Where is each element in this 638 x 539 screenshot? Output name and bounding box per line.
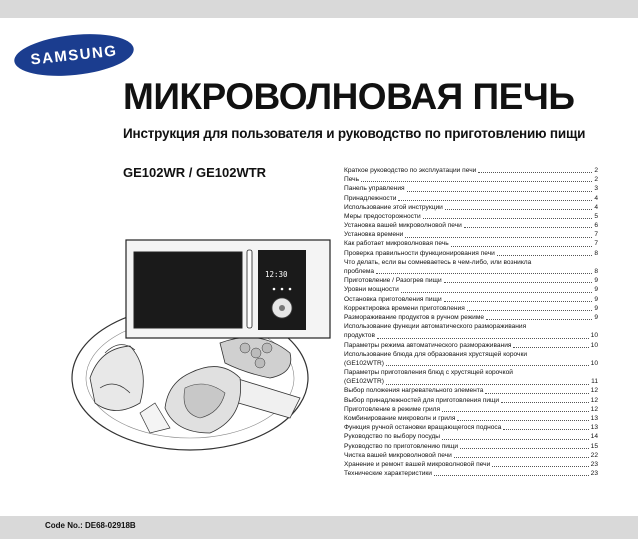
toc-leader-dots [444,301,593,302]
toc-page-number: 23 [590,460,598,468]
display-readout: 12:30 [265,270,288,279]
toc-item [344,451,598,460]
toc-item-label: (GE102WTR) [344,378,384,386]
toc-item [344,230,598,239]
microwave-door-window [134,252,242,328]
toc-page-number: 12 [590,405,598,413]
toc-leader-dots [497,255,593,256]
toc-item-label: Хранение и ремонт вашей микроволновой печи [344,460,491,468]
toc-item-label: Приготовление / Разогрев пищи [344,277,442,285]
toc-leader-dots [444,282,593,283]
toc-leader-dots [376,273,592,274]
brand-text: SAMSUNG [29,41,119,69]
toc-item-label: Параметры режима автоматического размораживания [344,341,512,349]
page-title: МИКРОВОЛНОВАЯ ПЕЧЬ [123,76,575,117]
toc-item [344,414,598,423]
toc-item-text: Использование функции автоматического размораживания [344,323,527,331]
top-band [0,0,638,18]
toc-leader-dots [386,384,589,385]
toc-item [344,212,598,221]
toc-item-label: Установка вашей микроволновой печи [344,222,462,230]
toc-leader-dots [464,227,592,228]
toc-page-number: 9 [594,295,598,303]
toc-page-number: 22 [590,451,598,459]
toc-leader-dots [492,466,588,467]
toc-page-number: 9 [594,304,598,312]
toc-item [344,396,598,405]
toc-page-number: 12 [590,396,598,404]
toc-page-number: 13 [590,415,598,423]
toc-leader-dots [451,246,593,247]
toc-page-number: 8 [594,249,598,257]
page-subtitle: Инструкция для пользователя и руководство по приготовлению пищи [123,126,586,141]
toc-item-label: Выбор положения нагревательного элемента [344,387,484,395]
toc-page-number: 6 [594,222,598,230]
toc-item [344,175,598,184]
toc-item [344,240,598,249]
toc-page-number: 2 [594,176,598,184]
toc-page-number: 7 [594,240,598,248]
toc-item [344,469,598,478]
door-handle [247,250,252,328]
toc-item [344,304,598,313]
toc-item-text: Использование блюда для образования хрустящей корочки [344,350,528,358]
toc-page-number: 14 [590,433,598,441]
toc-page-number: 12 [590,387,598,395]
toc-item [344,331,598,340]
toc-item-label: Меры предосторожности [344,212,421,220]
toc-item [344,276,598,285]
samsung-logo [12,29,136,81]
toc-leader-dots [377,338,589,339]
toc-page-number: 4 [594,203,598,211]
toc-item [344,267,598,276]
toc-item [344,166,598,175]
toc-item-label: Использование этой инструкции [344,203,443,211]
toc-item-label: Размораживание продуктов в ручном режиме [344,313,485,321]
toc-item-label: Корректировка времени приготовления [344,304,465,312]
toc-item-label: Руководство по приготовлению пищи [344,442,459,450]
toc-item-label: Уровни мощности [344,286,399,294]
toc-page-number: 2 [594,166,598,174]
toc-leader-dots [442,439,589,440]
toc-leader-dots [501,402,589,403]
toc-item [344,377,598,386]
toc-page-number: 15 [590,442,598,450]
toc-page-number: 10 [590,359,598,367]
toc-item-label: Проверка правильности функционирования печи [344,249,495,257]
toc-item-label: (GE102WTR) [344,359,384,367]
toc-page-number: 9 [594,313,598,321]
toc-leader-dots [454,457,589,458]
toc-leader-dots [478,172,592,173]
toc-item [344,442,598,451]
toc-leader-dots [405,237,592,238]
toc-page-number: 8 [594,268,598,276]
toc-item-label: Печь [344,176,360,184]
toc-item [344,359,598,368]
toc-leader-dots [445,209,592,210]
toc-item [344,432,598,441]
toc-leader-dots [442,411,589,412]
toc-page-number: 5 [594,212,598,220]
toc-item [344,405,598,414]
toc-page-number: 10 [590,341,598,349]
toc-item-label: Панель управления [344,185,405,193]
microwave-illustration [60,228,340,488]
toc-item-label: Остановка приготовления пищи [344,295,442,303]
toc-item-label: Руководство по выбору посуды [344,433,441,441]
toc-leader-dots [407,191,593,192]
toc-leader-dots [398,200,592,201]
toc-item-label: Установка времени [344,231,404,239]
toc-item-label: Принадлежности [344,194,397,202]
toc-item [344,423,598,432]
toc-item-label: Как работает микроволновая печь [344,240,449,248]
toc-leader-dots [460,448,589,449]
toc-item [344,295,598,304]
toc-item-label: Краткое руководство по эксплуатации печи [344,166,477,174]
toc-leader-dots [485,393,588,394]
toc-page-number: 13 [590,424,598,432]
toc-leader-dots [513,347,588,348]
toc-item-label: продуктов [344,332,375,340]
toc-page-number: 11 [591,378,598,386]
toc-item-label: проблема [344,268,375,276]
code-number: Code No.: DE68-02918B [45,521,136,530]
model-number: GE102WR / GE102WTR [123,165,267,180]
toc-item [344,460,598,469]
toc-item-label: Выбор принадлежностей для приготовления пищи [344,396,500,404]
toc-item-label: Приготовление в режиме гриля [344,405,441,413]
toc-item [344,184,598,193]
toc-item [344,194,598,203]
toc-item-text: Параметры приготовления блюд с хрустящей корочкой [344,369,513,377]
toc-page-number: 9 [594,277,598,285]
toc-leader-dots [423,218,593,219]
toc-item [344,341,598,350]
toc-page-number: 23 [590,470,598,478]
toc-leader-dots [457,420,588,421]
toc-page-number: 10 [590,332,598,340]
toc-item [344,249,598,258]
toc-leader-dots [467,310,593,311]
toc-item-text: Что делать, если вы сомневаетесь в чем-либо, или возникла [344,258,532,266]
toc-page-number: 9 [594,286,598,294]
toc-item [344,221,598,230]
toc-item [344,203,598,212]
toc-leader-dots [361,181,592,182]
toc-item-label: Комбинирование микроволн и гриля [344,415,456,423]
toc-page-number: 7 [594,231,598,239]
toc-item [344,387,598,396]
toc-page-number: 3 [594,185,598,193]
toc-item-label: Функция ручной остановки вращающегося подноса [344,424,502,432]
toc-item [344,285,598,294]
toc-item-label: Технические характеристики [344,470,432,478]
toc-leader-dots [503,429,588,430]
table-of-contents [344,166,598,478]
toc-leader-dots [434,475,589,476]
toc-item [344,313,598,322]
toc-item-label: Чистка вашей микроволновой печи [344,451,452,459]
toc-leader-dots [486,319,592,320]
toc-leader-dots [401,292,593,293]
toc-page-number: 4 [594,194,598,202]
toc-leader-dots [386,365,589,366]
